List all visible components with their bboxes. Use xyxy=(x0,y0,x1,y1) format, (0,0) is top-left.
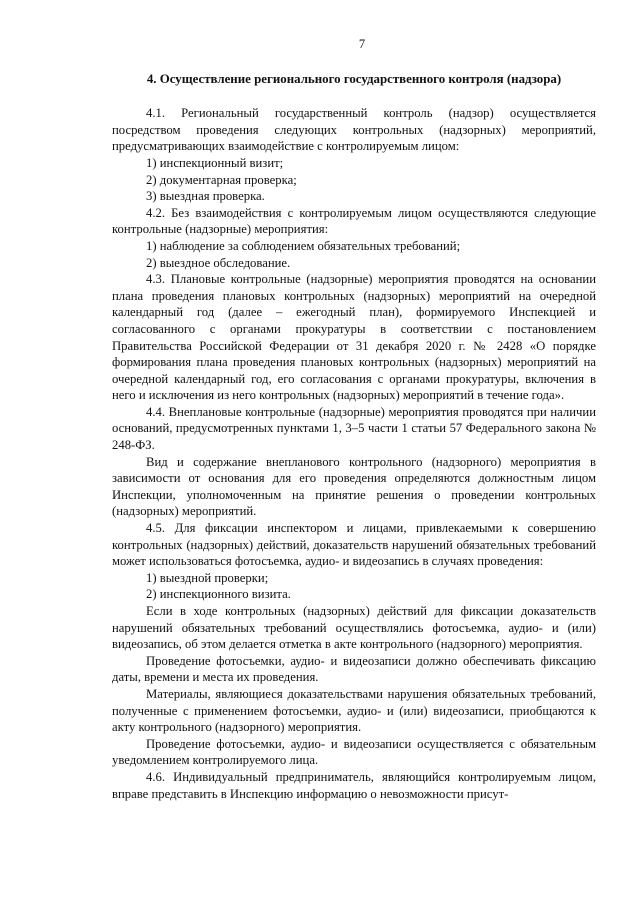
paragraph-4-2: 4.2. Без взаимодействия с контролируемым лицом осуществляются следующие контрольные (надзорные) мероприятия: xyxy=(112,205,596,237)
paragraph-4-3: 4.3. Плановые контрольные (надзорные) мероприятия проводятся на основании плана проведения плановых контрольных (надзорных) мероприятий на очередной календарный год (далее – ежегодный план), формируемого Инспекцией и согласованного с органами прокуратуры в соответствии с постановлением Правительства Российской Федерации от 31 декабря 2020 г. № 2428 «О порядке формирования плана проведения плановых контрольных (надзорных) мероприятий на очередной календарный год, его согласования с органами прокуратуры, включения в него и исключения из него контрольных (надзорных) мероприятий в течение года». xyxy=(112,272,596,403)
paragraph-4-4: 4.4. Внеплановые контрольные (надзорные) мероприятия проводятся при наличии оснований, предусмотренных пунктами 1, 3–5 части 1 статьи 57 Федерального закона № 248-ФЗ. xyxy=(112,404,596,453)
paragraph: Проведение фотосъемки, аудио- и видеозаписи должно обеспечивать фиксацию даты, времени и места их проведения. xyxy=(112,653,596,685)
paragraph: Если в ходе контрольных (надзорных) действий для фиксации доказательств нарушений обязательных требований осуществлялись фотосъемка, аудио- и (или) видеозапись, об этом делается отметка в акте контрольного (надзорного) мероприятия. xyxy=(112,604,596,652)
paragraph-4-5: 4.5. Для фиксации инспектором и лицами, привлекаемыми к совершению контрольных (надзорных) действий, доказательств нарушений обязательных требований может использоваться фотосъемка, аудио- и видеозапись в случаях проведения: xyxy=(112,521,596,569)
paragraph: Материалы, являющиеся доказательствами нарушения обязательных требований, полученные с применением фотосъемки, аудио- и (или) видеозаписи, приобщаются к акту контрольного (надзорного) мероприятия. xyxy=(112,686,596,735)
paragraph: Вид и содержание внепланового контрольного (надзорного) мероприятия в зависимости от основания для его проведения определяются должностным лицом Инспекции, уполномоченным на принятие решения о проведении контрольных (надзорных) мероприятий. xyxy=(112,454,596,519)
list-item: 2) выездное обследование. xyxy=(146,255,291,270)
list-item: 3) выездная проверка. xyxy=(146,189,265,204)
list-item: 2) инспекционного визита. xyxy=(146,587,291,602)
paragraph-4-6: 4.6. Индивидуальный предприниматель, являющийся контролируемым лицом, вправе представить в Инспекцию информацию о невозможности присут- xyxy=(112,769,596,801)
paragraph: Проведение фотосъемки, аудио- и видеозаписи осуществляется с обязательным уведомлением контролируемого лица. xyxy=(112,736,596,768)
page-number: 7 xyxy=(358,37,366,51)
section-title: 4. Осуществление регионального государственного контроля (надзора) xyxy=(146,71,562,86)
list-item: 1) инспекционный визит; xyxy=(146,155,284,170)
paragraph-4-1: 4.1. Региональный государственный контроль (надзор) осуществляется посредством проведения следующих контрольных (надзорных) мероприятий, предусматривающих взаимодействие с контролируемым лицом: xyxy=(112,106,596,154)
list-item: 2) документарная проверка; xyxy=(146,172,297,187)
list-item: 1) наблюдение за соблюдением обязательных требований; xyxy=(146,238,461,253)
list-item: 1) выездной проверки; xyxy=(146,570,269,585)
